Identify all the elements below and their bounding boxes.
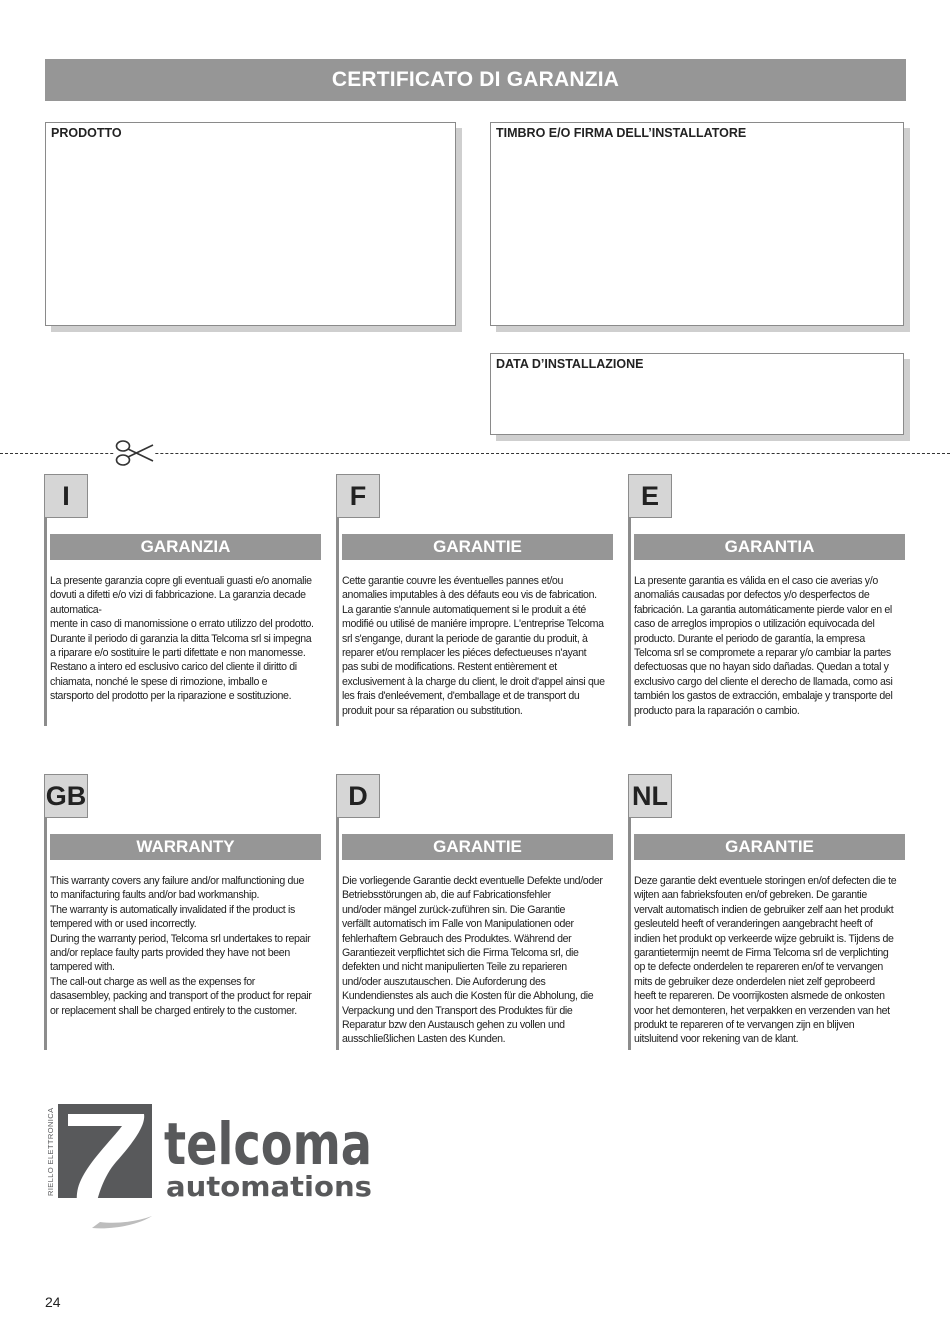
block-title: GARANTIA bbox=[634, 534, 905, 560]
telcoma-logo bbox=[44, 1100, 384, 1230]
block-title: GARANTIE bbox=[342, 834, 613, 860]
logo-brand: telcoma bbox=[164, 1110, 372, 1178]
text-line: Kundendienstes als auch die Kosten für die Abholung, die bbox=[342, 990, 594, 1003]
language-code: E bbox=[628, 474, 672, 518]
text-line: vervalt automatisch indien de gebruiker zelf aan het produkt bbox=[634, 903, 894, 916]
logo-side-text: RIELLO ELETTRONICA bbox=[46, 1107, 55, 1196]
text-line: Verpackung und den Transport des Produktes für die bbox=[342, 1004, 573, 1017]
scissors-icon bbox=[114, 437, 154, 469]
text-line: modifié ou utilisé de maniére impropre. L'entreprise Telcoma bbox=[342, 618, 604, 631]
text-line: to manifacturing faults and/or bad workmanship. bbox=[50, 889, 260, 902]
text-line: und/oder mängel zurück-zuführen sin. Die Garantie bbox=[342, 903, 566, 916]
text-line: anomalies imputables à des défauts eou vis de fabrication. bbox=[342, 589, 597, 602]
language-code: GB bbox=[44, 774, 88, 818]
text-line: La garantie s'annule automatiquement si le produit a été bbox=[342, 603, 586, 616]
text-line: or replacement shall be charged entirely to the customer. bbox=[50, 1004, 297, 1017]
warranty-block-italian bbox=[44, 474, 325, 726]
text-line: automatica- bbox=[50, 603, 102, 616]
text-line: defekten und nicht manipulierten Teile zu reparieren bbox=[342, 961, 567, 974]
text-line: Garantiezeit verpflichtet sich die Firma Telcoma srl, die bbox=[342, 947, 579, 960]
text-line: producto. Durante el periodo de garantía, la empresa bbox=[634, 632, 865, 645]
text-line: produit pour sa réparation ou substitution. bbox=[342, 704, 523, 717]
block-text bbox=[342, 574, 613, 718]
text-line: srl s'engange, durant la periode de garantie du produit, à bbox=[342, 632, 588, 645]
text-line: anomaliás causadas por defectos y/o desperfectos de bbox=[634, 589, 870, 602]
language-code: NL bbox=[628, 774, 672, 818]
text-line: exclusivement à la charge du client, le droit d'appel ainsi que bbox=[342, 675, 605, 688]
text-line: Reparatur bzw den Austausch gehen zu vollen und bbox=[342, 1019, 565, 1032]
text-line: voor het demonteren, het verpakken en verzenden van het bbox=[634, 1004, 890, 1017]
install-date-label: DATA D’INSTALLAZIONE bbox=[496, 357, 644, 371]
telcoma-logo-icon bbox=[58, 1104, 152, 1228]
text-line: Restano a intero ed esclusivo carico del cliente il diritto di bbox=[50, 661, 297, 674]
text-line: mente in caso di manomissione o errato utilizzo del prodotto. bbox=[50, 618, 314, 631]
block-text bbox=[342, 874, 613, 1047]
product-field[interactable] bbox=[45, 122, 456, 326]
product-field-label: PRODOTTO bbox=[51, 126, 122, 140]
language-code: I bbox=[44, 474, 88, 518]
text-line: pas subi de modifications. Restent entièrement et bbox=[342, 661, 557, 674]
text-line: verfällt automatisch im Falle von Manipulationen oder bbox=[342, 918, 574, 931]
text-line: heeft te repareren. De voorrijkosten alsmede de onkosten bbox=[634, 990, 885, 1003]
page-number: 24 bbox=[45, 1294, 61, 1310]
installer-stamp-label: TIMBRO E/O FIRMA DELL’INSTALLATORE bbox=[496, 126, 747, 140]
text-line: op te defecte onderdelen te repareren en/of te vervangen bbox=[634, 961, 883, 974]
text-line: exclusivo cargo del cliente el derecho de llamada, como asi bbox=[634, 675, 893, 688]
text-line: La presente garantia es válida en el caso cie averias y/o bbox=[634, 575, 878, 587]
text-line: producto para la raparación o cambio. bbox=[634, 704, 800, 717]
installer-stamp-field[interactable] bbox=[490, 122, 904, 326]
block-text bbox=[50, 574, 321, 704]
certificate-title-bar bbox=[45, 59, 906, 101]
block-title: GARANTIE bbox=[634, 834, 905, 860]
text-line: chiamata, nonché le spese di rimozione, imballo e bbox=[50, 675, 268, 688]
warranty-block-german bbox=[336, 774, 617, 1050]
text-line: Telcoma srl se compromete a reparar y/o cambiar la partes bbox=[634, 647, 891, 660]
text-line: Durante il periodo di garanzia la ditta Telcoma srl si impegna bbox=[50, 632, 312, 645]
language-code: F bbox=[336, 474, 380, 518]
text-line: indien het produkt op verkeerde wijze gebruikt is. Tijdens de bbox=[634, 932, 894, 945]
warranty-block-spanish bbox=[628, 474, 909, 726]
text-line: gesleuteld heeft of veranderingen aangebracht heeft of bbox=[634, 918, 873, 931]
text-line: fehlerhaftem Gebrauch des Produktes. Während der bbox=[342, 932, 572, 945]
text-line: dovuti a difetti e/o vizi di fabbricazione. La garanzia decade bbox=[50, 589, 306, 602]
text-line: les frais d'enleévement, d'emballage et de transport du bbox=[342, 690, 580, 703]
text-line: reparer et/ou remplacer les piéces defectueuses n'ayant bbox=[342, 647, 587, 660]
block-title: WARRANTY bbox=[50, 834, 321, 860]
text-line: Cette garantie couvre les éventuelles pannes et/ou bbox=[342, 575, 564, 587]
text-line: tampered with. bbox=[50, 961, 115, 974]
text-line: tempered with or used incorrectly. bbox=[50, 918, 197, 931]
warranty-block-french bbox=[336, 474, 617, 726]
logo-subtitle: automations bbox=[166, 1170, 372, 1203]
text-line: fabricación. La garantia automáticamente pierde valor en el bbox=[634, 603, 892, 616]
certificate-title: CERTIFICATO DI GARANZIA bbox=[331, 68, 620, 91]
text-line: produkt te repareren of te vervangen zijn en blijven bbox=[634, 1019, 855, 1032]
block-text bbox=[634, 574, 905, 718]
text-line: and/or replace faulty parts provided they have not been bbox=[50, 947, 290, 960]
text-line: The call-out charge as well as the expenses for bbox=[50, 975, 255, 988]
text-line: Betriebsstörungen ab, die auf Fabricationsfehler bbox=[342, 889, 551, 902]
language-code: D bbox=[336, 774, 380, 818]
text-line: garantietermijn neemt de Firma Telcoma srl de verplichting bbox=[634, 947, 889, 960]
text-line: caso de arreglos impropios o utilización equivocada del bbox=[634, 618, 875, 631]
warranty-block-dutch bbox=[628, 774, 909, 1050]
text-line: During the warranty period, Telcoma srl undertakes to repair bbox=[50, 932, 311, 945]
text-line: también los gastos de extracción, embalaje y transporte del bbox=[634, 690, 893, 703]
text-line: uitsluitend voor rekening van de klant. bbox=[634, 1033, 799, 1046]
block-text bbox=[634, 874, 905, 1047]
text-line: Die vorliegende Garantie deckt eventuelle Defekte und/oder bbox=[342, 875, 603, 887]
text-line: starsporto del prodotto per la riparazione e sostituzione. bbox=[50, 690, 292, 703]
text-line: ausschließlichen Lasten des Kunden. bbox=[342, 1033, 506, 1046]
text-line: Deze garantie dekt eventuele storingen en/of defecten die te bbox=[634, 875, 897, 887]
text-line: The warranty is automatically invalidated if the product is bbox=[50, 903, 295, 916]
text-line: defectuosas que no hayan sido dañadas. Quedan a total y bbox=[634, 661, 889, 674]
text-line: This warranty covers any failure and/or malfunctioning due bbox=[50, 875, 305, 887]
block-title: GARANZIA bbox=[50, 534, 321, 560]
block-text bbox=[50, 874, 321, 1018]
text-line: dasasembley, packing and transport of the product for repair bbox=[50, 990, 312, 1003]
warranty-block-english bbox=[44, 774, 325, 1050]
block-title: GARANTIE bbox=[342, 534, 613, 560]
text-line: wijten aan fabrieksfouten en/of gebreken. De garantie bbox=[634, 889, 867, 902]
install-date-field[interactable] bbox=[490, 353, 904, 435]
text-line: und/oder auszutauschen. Die Auforderung des bbox=[342, 975, 546, 988]
text-line: a riparare e/o sostituire le parti difettate e non manomesse. bbox=[50, 647, 306, 660]
text-line: mits de gebruiker deze onderdelen niet zelf geprobeerd bbox=[634, 975, 875, 988]
text-line: La presente garanzia copre gli eventuali guasti e/o anomalie bbox=[50, 575, 312, 587]
